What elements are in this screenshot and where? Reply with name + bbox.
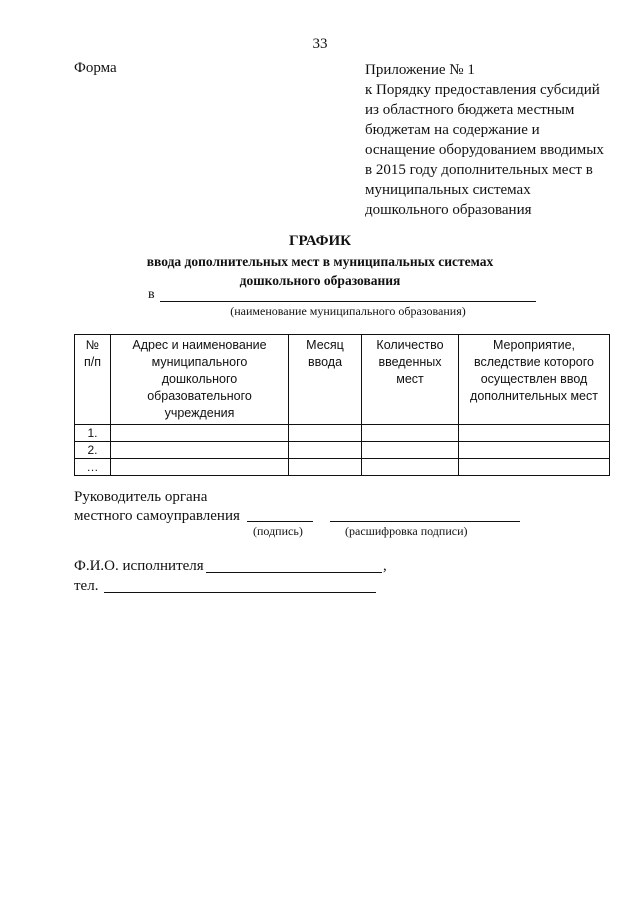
cell-address[interactable] — [111, 425, 289, 442]
document-title: ГРАФИК — [288, 233, 352, 249]
form-label: Форма — [74, 60, 117, 76]
cell-month[interactable] — [289, 442, 362, 459]
cell-count[interactable] — [362, 425, 459, 442]
municipality-fill-line[interactable] — [160, 301, 536, 302]
table-row — [75, 425, 610, 442]
cell-month[interactable] — [289, 459, 362, 476]
head-of-authority — [74, 488, 240, 526]
cell-address[interactable] — [111, 442, 289, 459]
head-line-1: Руководитель органа — [74, 489, 208, 505]
cell-measure[interactable] — [459, 459, 610, 476]
header-number: № п/п — [75, 335, 111, 425]
row-number: 2. — [75, 442, 111, 459]
executor-label: Ф.И.О. исполнителя — [74, 558, 204, 574]
schedule-table — [74, 334, 610, 476]
cell-address[interactable] — [111, 459, 289, 476]
document-subtitle — [0, 252, 640, 290]
page-number: 33 — [312, 36, 328, 52]
table-header-row — [75, 335, 610, 425]
appendix-line: оснащение оборудованием вводимых — [365, 142, 604, 158]
appendix-line: бюджетам на содержание и — [365, 122, 540, 138]
appendix-line: из областного бюджета местным — [365, 102, 575, 118]
cell-count[interactable] — [362, 459, 459, 476]
appendix-block — [365, 60, 635, 220]
appendix-line: в 2015 году дополнительных мест в — [365, 162, 593, 178]
phone-fill-line[interactable] — [104, 592, 376, 593]
executor-fill-line[interactable] — [206, 572, 382, 573]
appendix-line: дошкольного образования — [365, 202, 532, 218]
head-line-2: местного самоуправления — [74, 508, 240, 524]
signature-decode-caption: (расшифровка подписи) — [345, 524, 468, 538]
executor-comma: , — [383, 558, 387, 574]
subtitle-line: дошкольного образования — [239, 273, 401, 288]
header-measure: Мероприятие, вследствие которого осуществлен ввод дополнительных мест — [459, 335, 610, 425]
row-number: 1. — [75, 425, 111, 442]
cell-measure[interactable] — [459, 425, 610, 442]
appendix-line: Приложение № 1 — [365, 62, 475, 78]
cell-month[interactable] — [289, 425, 362, 442]
municipality-prefix: в — [148, 287, 155, 302]
appendix-line: муниципальных системах — [365, 182, 531, 198]
cell-measure[interactable] — [459, 442, 610, 459]
cell-count[interactable] — [362, 442, 459, 459]
header-address: Адрес и наименование муниципального дошкольного образовательного учреждения — [111, 335, 289, 425]
table-row — [75, 459, 610, 476]
phone-label: тел. — [74, 578, 99, 594]
signature-caption: (подпись) — [253, 524, 303, 538]
row-number: … — [75, 459, 111, 476]
signature-line[interactable] — [247, 521, 313, 522]
municipality-caption: (наименование муниципального образования) — [230, 304, 466, 318]
header-month: Месяц ввода — [289, 335, 362, 425]
signature-decode-line[interactable] — [330, 521, 520, 522]
table-row — [75, 442, 610, 459]
appendix-line: к Порядку предоставления субсидий — [365, 82, 600, 98]
header-count: Количество введенных мест — [362, 335, 459, 425]
subtitle-line: ввода дополнительных мест в муниципальных системах — [146, 254, 494, 269]
